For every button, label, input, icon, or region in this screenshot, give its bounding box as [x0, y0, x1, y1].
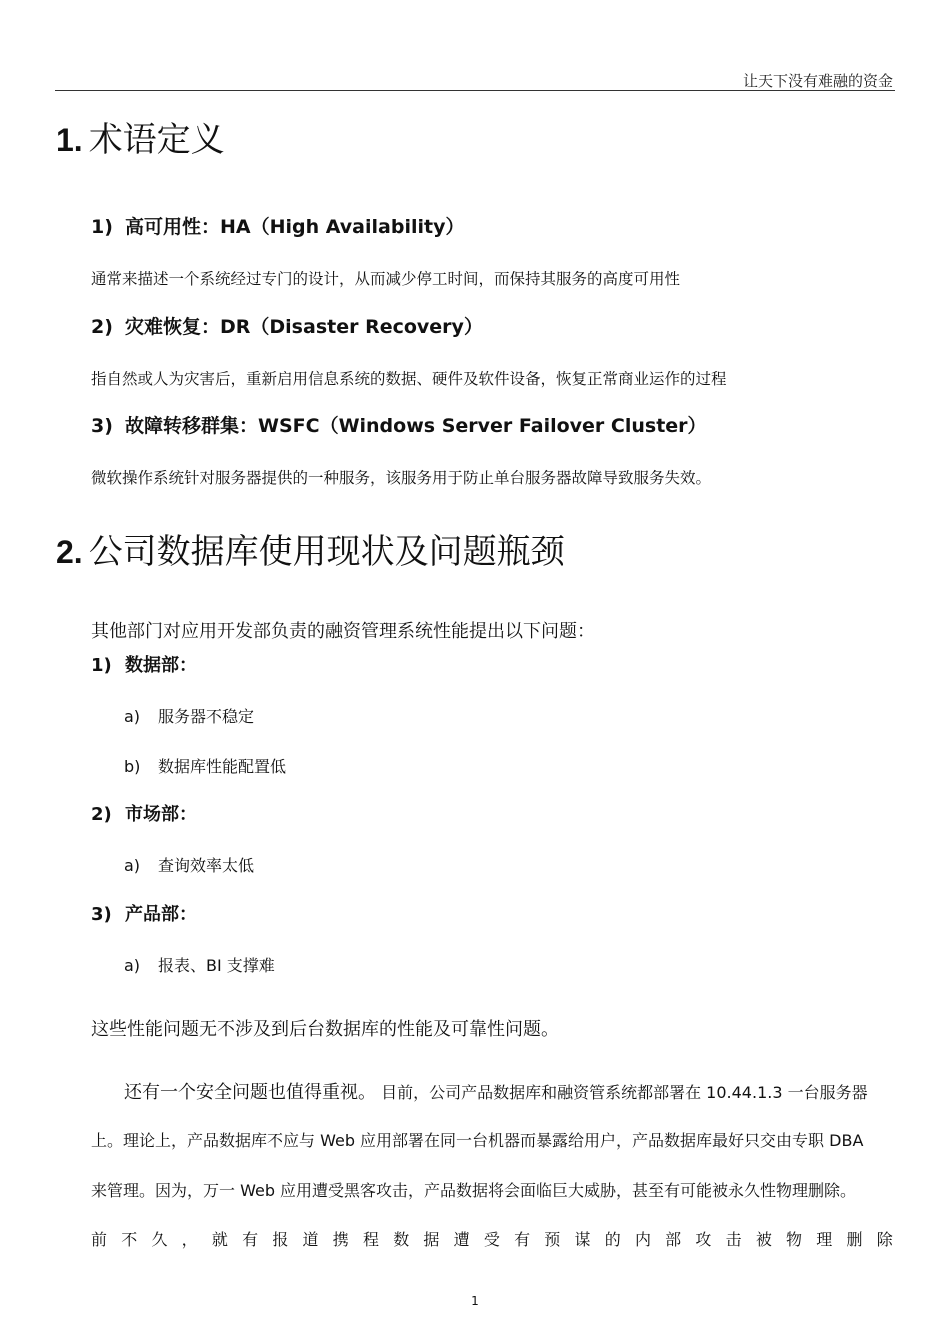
spread-char: 删 [846, 1230, 863, 1249]
department-1-name: 数据部： [125, 655, 197, 676]
spread-char: 部 [665, 1230, 682, 1249]
department-2-name: 市场部： [125, 804, 197, 825]
spread-char: 谋 [574, 1230, 591, 1249]
spread-char: 前 [91, 1230, 108, 1249]
spread-char: 击 [725, 1230, 742, 1249]
item-marker: a) [124, 707, 141, 726]
spread-char: 遭 [453, 1230, 470, 1249]
security-line-1-text: 目前，公司产品数据库和融资管系统都部署在 10.44.1.3 一台服务器 [381, 1083, 868, 1102]
department-1-heading [91, 651, 197, 677]
security-paragraph-line-4 [91, 1227, 893, 1250]
department-1-number: 1) [91, 655, 112, 676]
term-2-label: 灾难恢复：DR（Disaster Recovery） [125, 316, 483, 338]
department-3-number: 3) [91, 904, 112, 925]
department-2-heading [91, 800, 197, 826]
item-text: 服务器不稳定 [158, 707, 255, 726]
term-1-label: 高可用性：HA（High Availability） [125, 216, 465, 238]
spread-char: 道 [302, 1230, 319, 1249]
spread-char: 理 [816, 1230, 833, 1249]
item-text: 报表、BI 支撑难 [158, 956, 275, 975]
department-1-item-b [124, 754, 286, 777]
department-2-number: 2) [91, 804, 112, 825]
spread-char: ， [181, 1230, 198, 1249]
spread-char: 程 [362, 1230, 379, 1249]
department-1-item-a [124, 704, 254, 727]
spread-char: 除 [876, 1230, 893, 1249]
term-3-description: 微软操作系统针对服务器提供的一种服务，该服务用于防止单台服务器故障导致服务失效。 [91, 469, 712, 487]
section-1-heading [56, 112, 225, 161]
department-3-item-a [124, 953, 275, 976]
item-text: 数据库性能配置低 [158, 757, 287, 776]
term-2-number: 2) [91, 316, 113, 338]
section-2-heading [56, 524, 565, 573]
term-2-heading [91, 312, 483, 339]
section-2-title: 公司数据库使用现状及问题瓶颈 [88, 532, 565, 572]
item-marker: a) [124, 956, 141, 975]
spread-char: 内 [634, 1230, 651, 1249]
spread-char: 久 [151, 1230, 168, 1249]
spread-char: 报 [272, 1230, 289, 1249]
security-paragraph-line-2: 上。理论上，产品数据库不应与 Web 应用部署在同一台机器而暴露给用户，产品数据库最好只交由专职 DBA [91, 1131, 864, 1150]
spread-char: 携 [332, 1230, 349, 1249]
header-divider [55, 90, 895, 91]
spread-char: 受 [483, 1230, 500, 1249]
term-3-heading [91, 411, 707, 438]
section-2-intro: 其他部门对应用开发部负责的融资管理系统性能提出以下问题： [91, 621, 595, 642]
item-text: 查询效率太低 [158, 856, 255, 875]
item-marker: b) [124, 757, 141, 776]
spread-char: 的 [604, 1230, 621, 1249]
spread-char: 被 [755, 1230, 772, 1249]
item-marker: a) [124, 856, 141, 875]
term-1-heading [91, 212, 464, 239]
security-paragraph-line-3: 来管理。因为，万一 Web 应用遭受黑客攻击，产品数据将会面临巨大威胁，甚至有可能被永久性物理删除。 [91, 1181, 857, 1200]
section-1-title: 术语定义 [88, 120, 225, 160]
department-3-name: 产品部： [125, 904, 197, 925]
term-3-label: 故障转移群集：WSFC（Windows Server Failover Cluster） [125, 415, 707, 437]
spread-char: 数 [393, 1230, 410, 1249]
spread-char: 物 [786, 1230, 803, 1249]
spread-char: 攻 [695, 1230, 712, 1249]
term-1-description: 通常来描述一个系统经过专门的设计，从而减少停工时间，而保持其服务的高度可用性 [91, 270, 681, 288]
security-lead-sentence: 还有一个安全问题也值得重视。 [124, 1082, 376, 1103]
term-1-number: 1) [91, 216, 113, 238]
header-slogan: 让天下没有难融的资金 [742, 72, 893, 90]
spread-char: 就 [211, 1230, 228, 1249]
term-3-number: 3) [91, 415, 113, 437]
term-2-description: 指自然或人为灾害后，重新启用信息系统的数据、硬件及软件设备，恢复正常商业运作的过程 [91, 370, 727, 388]
spread-char: 预 [544, 1230, 561, 1249]
spread-char: 有 [514, 1230, 531, 1249]
section-1-number: 1. [56, 122, 83, 158]
summary-paragraph: 这些性能问题无不涉及到后台数据库的性能及可靠性问题。 [91, 1019, 559, 1040]
department-2-item-a [124, 853, 254, 876]
security-paragraph-line-1 [91, 1078, 893, 1104]
department-3-heading [91, 900, 197, 926]
section-2-number: 2. [56, 534, 83, 570]
spread-char: 不 [121, 1230, 138, 1249]
page-number: 1 [471, 1294, 479, 1308]
spread-char: 据 [423, 1230, 440, 1249]
spread-char: 有 [242, 1230, 259, 1249]
